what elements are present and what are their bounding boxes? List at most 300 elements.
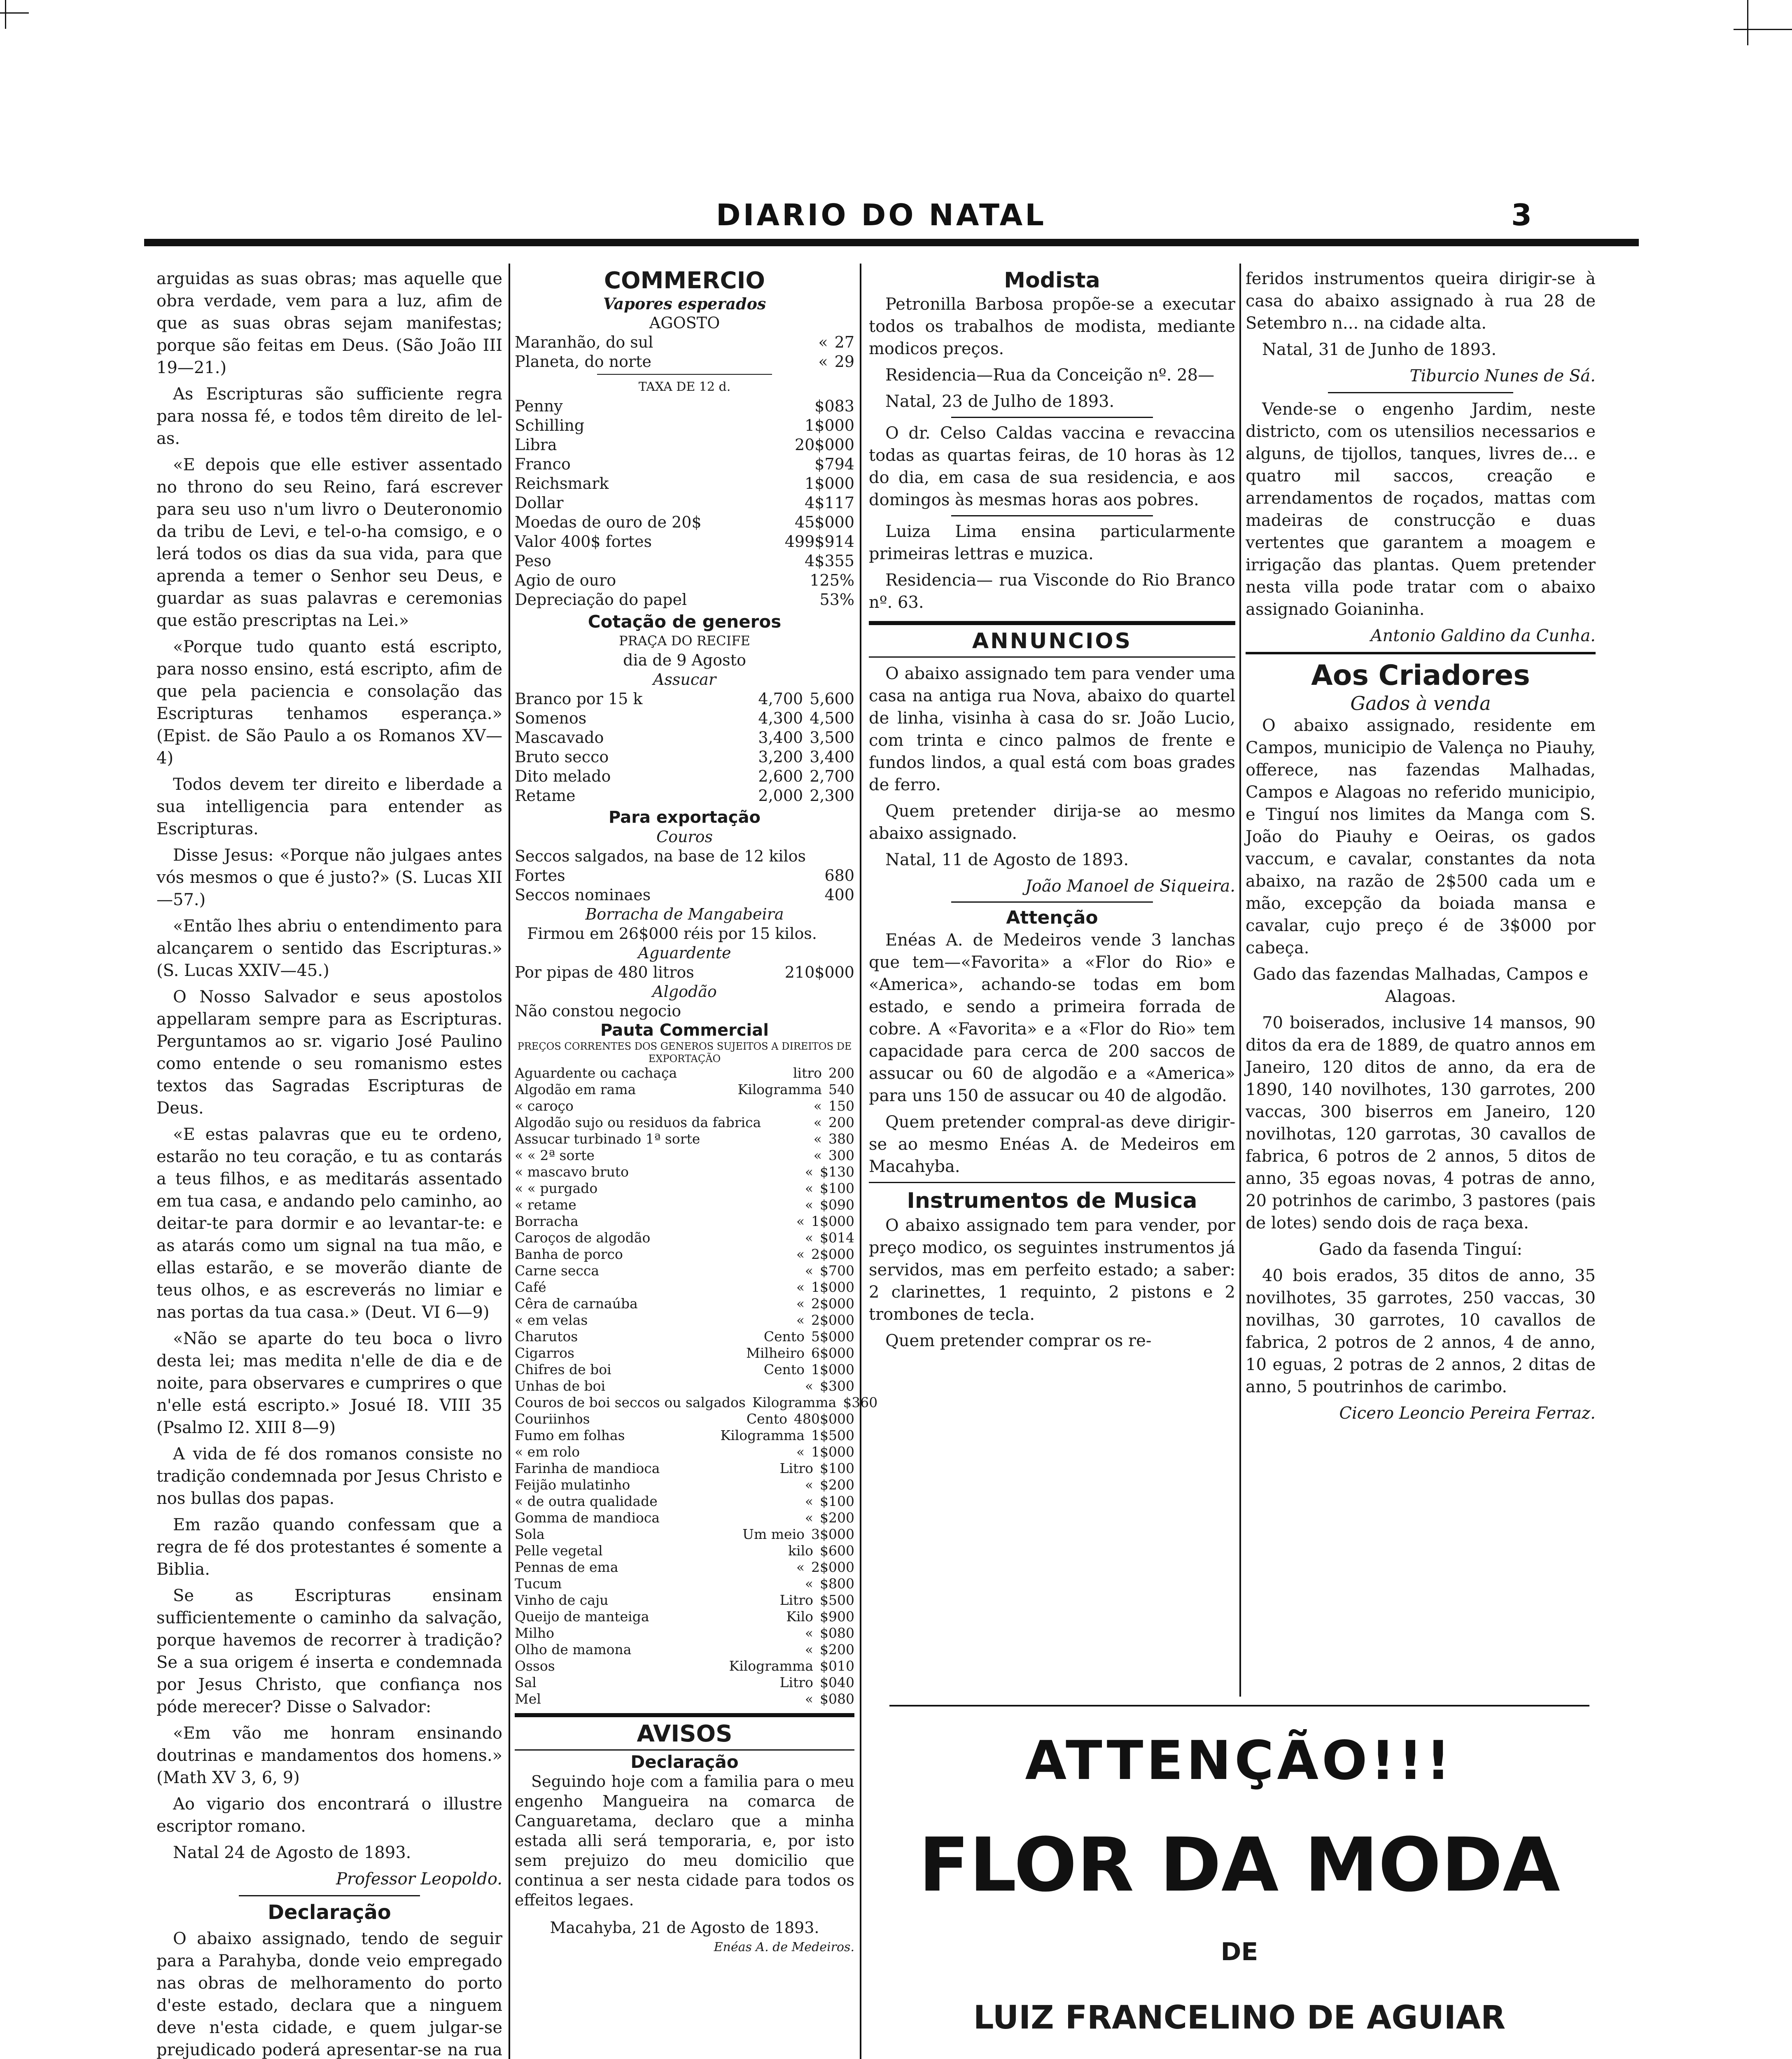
exchange-row-v: 499$914 — [784, 532, 854, 551]
paragraph: «E depois que elle estiver assentado no throno do seu Reino, fará escrever para seu uso n'um livro o Deuteronomio da tribu de Levi, e tel-o-ha comsigo, e o lerá todos os dias da sua vida, para que aprenda a temer o Senhor seu Deus, e guardar as suas palavras e ceremonias que estão prescriptas na Lei.» — [156, 455, 502, 630]
exchange-row-v: 125% — [810, 571, 854, 589]
tariff-row-u: « — [796, 1444, 805, 1460]
tariff-row-k: Queijo de manteiga — [515, 1608, 649, 1625]
sugar-row-k: Bruto secco — [515, 748, 609, 766]
sugar-row — [515, 709, 854, 728]
tariff-row — [515, 1658, 854, 1674]
tariff-row-u: Kilogramma — [752, 1394, 837, 1410]
tariff-row — [515, 1328, 854, 1345]
sugar-row-b: 5,600 — [810, 690, 854, 708]
paragraph: As Escripturas são sufficiente regra para nossa fé, e todos têm direito de lel-as. — [156, 385, 502, 448]
section-title: AVISOS — [637, 1721, 733, 1747]
tariff-row-u: « — [805, 1180, 814, 1196]
borracha-note: Firmou em 26$000 réis por 15 kilos. — [527, 924, 817, 943]
exchange-row-v: $794 — [814, 455, 854, 473]
exchange-row — [515, 551, 854, 571]
tariff-row-u: « — [805, 1263, 814, 1279]
tariff-row — [515, 1444, 854, 1460]
subsection-title: Gado da fasenda Tinguí: — [1318, 1240, 1523, 1259]
sugar-row-a: 2,000 — [758, 787, 803, 805]
vapor-row — [515, 333, 854, 352]
paragraph: O dr. Celso Caldas vaccina e revaccina todas as quartas feiras, de 10 horas às 12 do dia, em casa de sua residencia, e aos domingos às mesmas horas aos pobres. — [869, 424, 1235, 509]
column-divider-3 — [1239, 264, 1241, 1697]
paragraph: Todos devem ter direito e liberdade a sua intelligencia para entender as Escripturas. — [156, 775, 502, 838]
section-title: ANNUNCIOS — [972, 629, 1132, 654]
section-title: Declaração — [268, 1901, 391, 1924]
tariff-row — [515, 1098, 854, 1114]
sugar-row-b: 3,500 — [810, 728, 854, 747]
exchange-row — [515, 513, 854, 532]
section-title: Instrumentos de Musica — [907, 1188, 1197, 1213]
vapor-row-q: « — [818, 333, 828, 351]
tariff-row-v: $100 — [820, 1493, 854, 1509]
exchange-row — [515, 397, 854, 416]
tariff-row-v: 2$000 — [811, 1559, 854, 1575]
tariff-row — [515, 1114, 854, 1131]
sugar-row-a: 4,300 — [758, 709, 803, 727]
tariff-row-u: « — [805, 1493, 814, 1509]
tariff-row-v: $500 — [820, 1592, 854, 1608]
tariff-row-v: $130 — [820, 1164, 854, 1180]
divider — [1328, 392, 1513, 393]
tariff-row — [515, 1543, 854, 1559]
tariff-row-u: « — [805, 1691, 814, 1707]
divider — [951, 417, 1153, 418]
signature: Cicero Leoncio Pereira Ferraz. — [1339, 1404, 1596, 1423]
tariff-row — [515, 1164, 854, 1180]
tariff-row — [515, 1197, 854, 1213]
tariff-row — [515, 1526, 854, 1543]
tariff-row — [515, 1592, 854, 1608]
tariff-row-v: $010 — [820, 1658, 854, 1674]
tariff-row — [515, 1493, 854, 1510]
tariff-row-k: Couriinhos — [515, 1411, 590, 1427]
paragraph: Em razão quando confessam que a regra de fé dos protestantes é somente a Biblia. — [156, 1515, 502, 1579]
subsection-title: Declaração — [630, 1752, 739, 1772]
tariff-row — [515, 1213, 854, 1230]
dateline: Natal, 11 de Agosto de 1893. — [885, 850, 1129, 869]
tariff-row-u: Cento — [746, 1411, 788, 1427]
tariff-row-u: Litro — [779, 1592, 814, 1608]
subsection-title: Assucar — [653, 670, 716, 689]
hides-row-v: 680 — [824, 866, 854, 885]
tariff-row-v: $300 — [820, 1378, 854, 1394]
divider — [951, 901, 1153, 903]
signature: João Manoel de Siqueira. — [1025, 877, 1235, 896]
exchange-row-v: 1$000 — [805, 416, 854, 434]
exchange-row-k: Libra — [515, 436, 557, 454]
dateline: Macahyba, 21 de Agosto de 1893. — [550, 1919, 819, 1937]
tariff-row — [515, 1691, 854, 1707]
aguardente-row-v: 210$000 — [784, 963, 854, 981]
paragraph: A vida de fé dos romanos consiste no tradição condemnada por Jesus Christo e nos bullas dos papas. — [156, 1445, 502, 1508]
tariff-row-k: Fumo em folhas — [515, 1427, 625, 1443]
tariff-row-k: Borracha — [515, 1213, 579, 1229]
section-title: COMMERCIO — [604, 267, 765, 294]
praca-date: dia de 9 Agosto — [623, 651, 746, 669]
hides-row — [515, 866, 854, 885]
tariff-row-k: Tucum — [515, 1576, 562, 1592]
dateline: Natal 24 de Agosto de 1893. — [173, 1843, 411, 1862]
tariff-row-v: $080 — [820, 1625, 854, 1641]
exchange-row-v: $083 — [814, 397, 854, 415]
tariff-row-k: Café — [515, 1279, 546, 1295]
divider — [951, 515, 1153, 516]
tariff-row — [515, 1576, 854, 1592]
tariff-row-v: $360 — [843, 1394, 878, 1410]
paragraph: Residencia—Rua da Conceição nº. 28— — [885, 366, 1215, 385]
tariff-row-k: Pennas de ema — [515, 1559, 618, 1575]
quote-top: arguidas as suas obras; mas aquelle que obra verdade, vem para a luz, afim de que as suas obras sejam manifestas; porque são feitas em Deus. (São João III 19—21.) — [156, 269, 502, 377]
paragraph: «Não se aparte do teu boca o livro desta lei; mas medita n'elle de dia e de noite, para observares e cumprires o que n'elle está escripto.» Josué I8. VIII 35 (Psalmo I2. XIII 8—9) — [156, 1329, 502, 1437]
algodao-note: Não constou negocio — [515, 1002, 681, 1020]
sugar-row-k: Branco por 15 k — [515, 690, 643, 708]
tariff-row — [515, 1263, 854, 1279]
tariff-row — [515, 1394, 878, 1411]
tariff-row-v: $600 — [820, 1543, 854, 1559]
tariff-row — [515, 1641, 854, 1658]
notice-text: Seguindo hoje com a familia para o meu engenho Mangueira na comarca de Canguaretama, declaro que a minha estada alli será temporaria, e, por isto sem prejuizo do meu domicilio que continua a ser nesta cidade para todos os effeitos legaes. — [515, 1772, 854, 1909]
paragraph: Quem pretender comprar os re- — [885, 1331, 1152, 1350]
tariff-row-v: 380 — [828, 1131, 854, 1147]
divider — [515, 1749, 854, 1751]
sugar-row — [515, 689, 854, 709]
exchange-row-v: 53% — [819, 591, 854, 609]
vapor-row — [515, 352, 854, 371]
tariff-row-u: Kilo — [786, 1608, 814, 1625]
aguardente-row — [515, 963, 854, 982]
exchange-row-k: Depreciação do papel — [515, 591, 687, 609]
tariff-row-v: 300 — [828, 1147, 854, 1163]
tariff-row-u: Kilogramma — [720, 1427, 805, 1443]
signature: Professor Leopoldo. — [336, 1870, 502, 1889]
ad-attencao: ATTENÇÃO!!! — [1025, 1729, 1454, 1792]
tariff-row-u: kilo — [788, 1543, 814, 1559]
tariff-row — [515, 1608, 854, 1625]
exchange-row-k: Valor 400$ fortes — [515, 532, 652, 551]
masthead-title: DIARIO DO NATAL — [716, 198, 1047, 232]
section-title: Modista — [1004, 268, 1100, 293]
tariff-row-v: $014 — [820, 1230, 854, 1246]
tariff-row — [515, 1081, 854, 1098]
tariff-row-u: « — [796, 1246, 805, 1262]
divider — [869, 1182, 1235, 1183]
dateline: Natal, 23 de Julho de 1893. — [885, 392, 1115, 411]
paragraph: Enéas A. de Medeiros vende 3 lanchas que tem—«Favorita» a «Flor do Rio» e «America», achando-se todas em bom estado, e sendo a primeira forrada de cobre. A «Favorita» e a «Flor do Rio» tem capacidade para cerca de 200 saccos de assucar ou 60 de algodão e a «America» para uns 150 de assucar ou 40 de algodão. — [869, 931, 1235, 1105]
exchange-row-k: Reichsmark — [515, 474, 609, 493]
tariff-row-k: « caroço — [515, 1098, 574, 1114]
tariff-row-u: « — [796, 1312, 805, 1328]
sugar-row-k: Retame — [515, 787, 576, 805]
sugar-row-b: 2,300 — [810, 787, 854, 805]
tariff-row-u: Um meio — [742, 1526, 805, 1542]
sugar-row-a: 2,600 — [758, 767, 803, 785]
divider — [515, 1713, 854, 1717]
tariff-row-k: Chifres de boi — [515, 1361, 611, 1377]
tariff-row-k: « « 2ª sorte — [515, 1147, 595, 1163]
hides-row-k: Fortes — [515, 866, 565, 885]
tariff-row-v: 480$000 — [794, 1411, 854, 1427]
exchange-row-k: Franco — [515, 455, 571, 473]
paragraph: Quem pretender compral-as deve dirigir-se ao mesmo Enéas A. de Medeiros em Macahyba. — [869, 1113, 1235, 1176]
tariff-row-v: 6$000 — [811, 1345, 854, 1361]
tariff-row — [515, 1246, 854, 1263]
tariff-row — [515, 1477, 854, 1493]
tariff-row-v: 2$000 — [811, 1246, 854, 1262]
exchange-row-v: 4$117 — [805, 494, 854, 512]
subsection-title: Couros — [656, 828, 713, 846]
tariff-row — [515, 1411, 854, 1427]
sugar-row-a: 3,400 — [758, 728, 803, 747]
tariff-row-k: Olho de mamona — [515, 1641, 632, 1657]
tariff-row-v: $200 — [820, 1510, 854, 1526]
exchange-row — [515, 416, 854, 435]
crop-mark-top-right-h — [1734, 29, 1792, 30]
tariff-row-v: $100 — [820, 1460, 854, 1476]
hides-row — [515, 847, 854, 866]
hides-row-v: 400 — [824, 886, 854, 904]
vapor-row-name: Planeta, do norte — [515, 353, 651, 371]
ad-flor-da-moda — [885, 1730, 1594, 2059]
signature: Antonio Galdino da Cunha. — [1370, 626, 1596, 645]
paragraph: Vende-se o engenho Jardim, neste districto, com os utensilios necessarios e alguns, de tijollos, tanques, livres de... e quatro mil saccos, creação e arrendamentos de roçados, mattas com madeiras de construcção e duas vertentes que garantem a moagem e irrigação das plantas. Quem pretender nesta villa pode tratar com o abaixo assignado Goianinha. — [1246, 400, 1596, 619]
tariff-row — [515, 1131, 854, 1147]
tariff-row-v: $200 — [820, 1477, 854, 1493]
paragraph: «E estas palavras que eu te ordeno, estarão no teu coração, e tu as contarás a teus filhos, e as meditarás assentado em tua casa, e andando pelo caminho, ao deitar-te para dormir e ao levantar-te: e as atarás como um signal na tua mão, e ellas estarão, e se moverão diante de teus olhos, e as escreverás no limiar e nas portas da tua casa.» (Deut. VI 6—9) — [156, 1125, 502, 1322]
tariff-row-u: « — [805, 1576, 814, 1592]
tariff-row-u: Litro — [779, 1460, 814, 1476]
tariff-row — [515, 1180, 854, 1197]
pauta-subtitle: PREÇOS CORRENTES DOS GENEROS SUJEITOS A DIREITOS DE EXPORTAÇÃO — [517, 1041, 852, 1065]
tariff-row — [515, 1510, 854, 1526]
subsection-title: Pauta Commercial — [600, 1021, 769, 1040]
paragraph: «Porque tudo quanto está escripto, para nosso ensino, está escripto, afim de que pela paciencia e consolação das Escripturas tenhamos esperança.» (Epist. de São Paulo a os Romanos XV—4) — [156, 637, 502, 768]
paragraph: 40 bois erados, 35 ditos de anno, 35 novilhotes, 35 garrotes, 250 vaccas, 30 novilhas, 30 garrotes, 10 cavallos de fabrica, 2 potros de 2 annos, 4 de anno, 10 eguas, 2 potras de 2 annos, 2 ditas de anno, 5 poutrinhos de carimbo. — [1246, 1266, 1596, 1396]
paragraph: Luiza Lima ensina particularmente primeiras lettras e muzica. — [869, 522, 1235, 563]
paragraph: Disse Jesus: «Porque não julgaes antes vós mesmos o que é justo?» (S. Lucas XII—57.) — [156, 846, 502, 909]
tariff-row-v: 540 — [828, 1081, 854, 1097]
tariff-row-v: $090 — [820, 1197, 854, 1213]
tariff-row-u: Cento — [763, 1328, 805, 1345]
hides-row — [515, 885, 854, 905]
tariff-row-k: Ossos — [515, 1658, 555, 1674]
tariff-row-k: Pelle vegetal — [515, 1543, 603, 1559]
sugar-row-k: Mascavado — [515, 728, 604, 747]
vapor-row-day: 29 — [834, 353, 854, 371]
tariff-row-v: 3$000 — [811, 1526, 854, 1542]
exchange-row-v: 20$000 — [794, 436, 854, 454]
tariff-row-k: « mascavo bruto — [515, 1164, 629, 1180]
vapor-row-q: « — [818, 353, 828, 371]
tariff-row — [515, 1674, 854, 1691]
tariff-row-k: « retame — [515, 1197, 576, 1213]
tariff-row-u: « — [805, 1641, 814, 1657]
exchange-row — [515, 455, 854, 474]
tariff-row — [515, 1065, 854, 1081]
sugar-row-b: 2,700 — [810, 767, 854, 785]
tariff-row — [515, 1559, 854, 1576]
section-title: Aos Criadores — [1311, 659, 1530, 692]
tariff-row-v: 1$000 — [811, 1213, 854, 1229]
subsection-title: Gado das fazendas Malhadas, Campos e Alagoas. — [1253, 965, 1589, 1006]
dateline: Natal, 31 de Junho de 1893. — [1262, 340, 1497, 359]
tariff-row-k: Cêra de carnaúba — [515, 1296, 638, 1312]
sugar-table — [515, 689, 854, 805]
paragraph: «Então lhes abriu o entendimento para alcançarem o sentido das Escripturas.» (S. Lucas XXIV—45.) — [156, 917, 502, 980]
sugar-row-a: 3,200 — [758, 748, 803, 766]
paragraph: O abaixo assignado tem para vender, por preço modico, os seguintes instrumentos já servidos, mas em perfeito estado; a saber: 2 clarinettes, 1 requinto, 2 pistons e 2 trombones de tecla. — [869, 1216, 1235, 1324]
column-divider-1 — [509, 264, 510, 2059]
paragraph: O Nosso Salvador e seus apostolos appellaram sempre para as Escripturas. Perguntamos ao sr. vigario José Paulino como entende o seu romanismo estes textos das Sagradas Escripturas de Deus. — [156, 987, 502, 1118]
tariff-row-u: « — [796, 1559, 805, 1575]
tariff-row-k: Charutos — [515, 1328, 578, 1345]
tariff-row — [515, 1345, 854, 1361]
paragraph: Ao vigario dos encontrará o illustre escriptor romano. — [156, 1795, 502, 1836]
tariff-row-u: « — [796, 1296, 805, 1312]
paragraph: O abaixo assignado tem para vender uma casa na antiga rua Nova, abaixo do quartel de linha, visinha à casa do sr. João Lucio, com trinta e cinco palmos de frente e fundos lindos, a qual está com boas grades de ferro. — [869, 664, 1235, 794]
paragraph: O abaixo assignado, residente em Campos, municipio de Valença no Piauhy, offerece, nas fazendas Malhadas, Campos e Alagoas no referido municipio, e Tinguí nos limites da Manga com S. João do Piauhy e Oeiras, os gados vaccum, e cavalar, constantes da nota abaixo, na razão de 2$500 cada um e mão, excepção da boiada mansa e cavalar, cujo preço é de 3$000 por cabeça. — [1246, 716, 1596, 957]
sugar-row-a: 4,700 — [758, 690, 803, 708]
tariff-row-k: Caroços de algodão — [515, 1230, 651, 1246]
column-commercio — [515, 267, 878, 2059]
tariff-row-u: « — [805, 1378, 814, 1394]
exchange-row-k: Dollar — [515, 494, 564, 512]
hides-table — [515, 847, 854, 905]
tariff-row-v: 1$000 — [811, 1444, 854, 1460]
paragraph: Residencia— rua Visconde do Rio Branco nº. 63. — [869, 571, 1235, 612]
signature: Tiburcio Nunes de Sá. — [1409, 367, 1596, 385]
exchange-table — [515, 397, 854, 609]
tariff-row-v: $040 — [820, 1674, 854, 1690]
paragraph: O abaixo assignado, tendo de seguir para a Parahyba, donde veio empregado nas obras de melhoramento do porto d'este estado, declara que a ninguem deve n'esta cidade, e quem julgar-se prejudicado poderá apresentar-se na rua — [156, 1929, 502, 2059]
tariff-row — [515, 1147, 854, 1164]
subsection-title: Gados à venda — [1350, 692, 1491, 714]
tariff-row-u: « — [813, 1131, 822, 1147]
tariff-row-v: $700 — [820, 1263, 854, 1279]
masthead-rule — [144, 239, 1639, 246]
subsection-title: Para exportação — [609, 808, 761, 827]
divider — [239, 1895, 420, 1896]
tariff-row-v: $900 — [820, 1608, 854, 1625]
exchange-row-k: Penny — [515, 397, 563, 415]
vapor-row-day: 27 — [834, 333, 854, 351]
tariff-row-v: 150 — [828, 1098, 854, 1114]
tariff-row-u: « — [813, 1114, 822, 1130]
tariff-row-k: Algodão sujo ou residuos da fabrica — [515, 1114, 761, 1130]
tariff-row-k: Carne secca — [515, 1263, 600, 1279]
praca-label: PRAÇA DO RECIFE — [619, 633, 750, 649]
tariff-row-v: 1$000 — [811, 1361, 854, 1377]
exchange-row — [515, 590, 854, 609]
tariff-row — [515, 1625, 854, 1641]
tariff-row-v: $200 — [820, 1641, 854, 1657]
divider — [597, 374, 772, 375]
subsection-title: Vapores esperados — [603, 294, 766, 313]
tariff-row-u: Cento — [763, 1361, 805, 1377]
tariff-row-k: Farinha de mandioca — [515, 1460, 660, 1476]
sugar-row-k: Dito melado — [515, 767, 611, 785]
sugar-row — [515, 786, 854, 805]
tariff-row-u: Litro — [779, 1674, 814, 1690]
tariff-row — [515, 1460, 854, 1477]
sugar-row — [515, 728, 854, 747]
ad-de: DE — [1220, 1938, 1258, 1966]
tariff-row-k: Algodão em rama — [515, 1081, 636, 1097]
tariff-row-v: $080 — [820, 1691, 854, 1707]
paragraph: «Em vão me honram ensinando doutrinas e mandamentos dos homens.» (Math XV 3, 6, 9) — [156, 1724, 502, 1787]
tariff-row-v: 200 — [828, 1065, 854, 1081]
subsection-title: Cotação de generos — [588, 612, 782, 632]
tariff-row — [515, 1279, 854, 1296]
tariff-row — [515, 1230, 854, 1246]
tariff-row-u: Kilogramma — [737, 1081, 822, 1097]
exchange-row-k: Agio de ouro — [515, 571, 616, 589]
paragraph: Quem pretender dirija-se ao mesmo abaixo assignado. — [869, 802, 1235, 843]
exchange-row — [515, 571, 854, 590]
tariff-row — [515, 1378, 854, 1394]
tariff-row-k: Banha de porco — [515, 1246, 623, 1262]
sugar-row — [515, 747, 854, 767]
tariff-row-v: 2$000 — [811, 1296, 854, 1312]
tariff-row-u: Kilogramma — [729, 1658, 814, 1674]
tariff-row-v: 1$000 — [811, 1279, 854, 1295]
exchange-row-k: Peso — [515, 552, 551, 570]
sugar-row-k: Somenos — [515, 709, 587, 727]
subsection-title: Aguardente — [638, 944, 731, 962]
tariff-row-k: Sal — [515, 1674, 537, 1690]
tariff-row-v: 1$500 — [811, 1427, 854, 1443]
aguardente-row-k: Por pipas de 480 litros — [515, 963, 694, 981]
tariff-row-k: « « purgado — [515, 1180, 598, 1196]
column-religion — [156, 268, 502, 2059]
signature: Enéas A. de Medeiros. — [714, 1940, 854, 1954]
exchange-row-k: Moedas de ouro de 20$ — [515, 513, 702, 531]
tariff-row-k: Gomma de mandioca — [515, 1510, 660, 1526]
tariff-table — [515, 1065, 878, 1707]
ad-shop-name: FLOR DA MODA — [919, 1822, 1560, 1908]
section-title: Attenção — [1006, 907, 1098, 928]
vapores-list — [515, 333, 854, 371]
exchange-row-k: Schilling — [515, 416, 585, 434]
tariff-row-u: « — [805, 1230, 814, 1246]
tariff-row — [515, 1361, 854, 1378]
page-number: 3 — [1511, 198, 1532, 232]
tariff-row-u: litro — [793, 1065, 822, 1081]
subsection-title: Borracha de Mangabeira — [585, 905, 784, 923]
exchange-row — [515, 435, 854, 455]
ad-top-rule — [889, 1705, 1589, 1706]
hides-row-k: Seccos salgados, na base de 12 kilos — [515, 847, 806, 865]
column-ads-1 — [869, 268, 1235, 1688]
paragraph: Se as Escripturas ensinam sufficientemente o caminho da salvação, porque havemos de recorrer à tradição? Se a sua origem é inserta e condemnada por Jesus Christo, que confiança nos póde merecer? Disse o Salvador: — [156, 1586, 502, 1716]
paragraph: 70 boiserados, inclusive 14 mansos, 90 ditos da era de 1889, de quatro annos em Janeiro, 120 ditos de anno, da era de 1890, 140 novilhotes, 130 garrotes, 200 vaccas, 300 biserros em Janeiro, 120 novilhotas, 120 garrotas, 30 cavallos de fabrica, 6 potros de 2 annos, 5 ditos de anno, 35 egoas novas, 4 potras de anno, 20 potrinhos de carimbo, 3 pastores (pais de lotes) sendo dois de raça bexa. — [1246, 1013, 1596, 1233]
divider — [1246, 652, 1596, 654]
column-ads-2 — [1246, 268, 1596, 1688]
tariff-row-k: Vinho de caju — [515, 1592, 609, 1608]
tariff-row-k: Unhas de boi — [515, 1378, 606, 1394]
column-divider-2 — [860, 264, 861, 2059]
tariff-row-k: « em velas — [515, 1312, 588, 1328]
subsection-title: Algodão — [652, 983, 717, 1001]
tariff-row-u: « — [796, 1279, 805, 1295]
tariff-row-k: « em rolo — [515, 1444, 580, 1460]
paragraph: Petronilla Barbosa propõe-se a executar todos os trabalhos de modista, mediante modicos preços. — [869, 295, 1235, 358]
tariff-row-u: « — [805, 1477, 814, 1493]
exchange-row-v: 4$355 — [805, 552, 854, 570]
tariff-row — [515, 1427, 854, 1444]
tariff-row-k: Mel — [515, 1691, 541, 1707]
tariff-row-u: « — [813, 1147, 822, 1163]
